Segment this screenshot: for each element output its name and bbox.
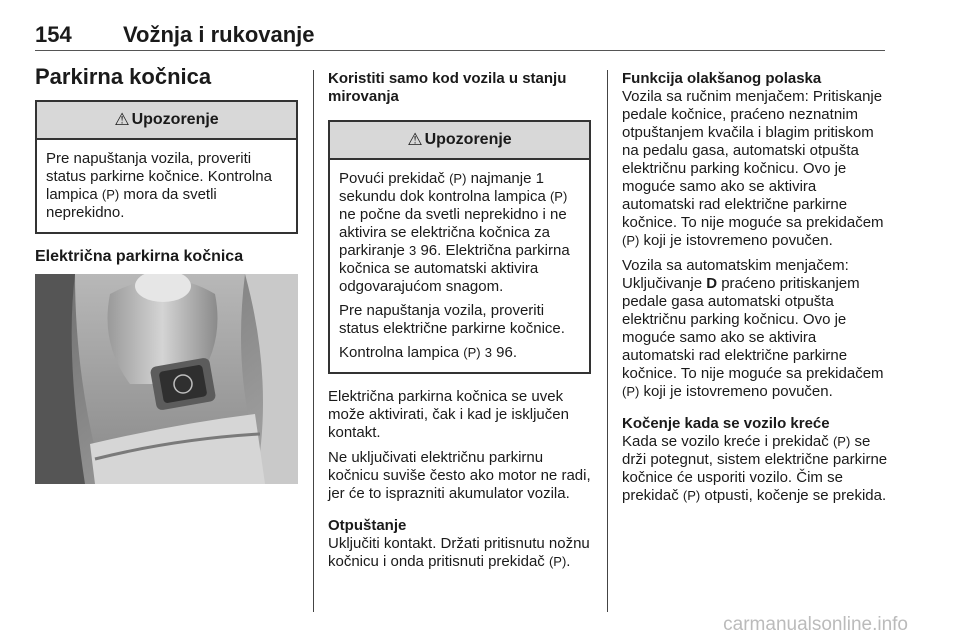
column-1: [35, 60, 298, 484]
subheading: Kočenje kada se vozilo kreće: [622, 415, 830, 432]
warning-text: Pre napuštanja vozila, proveriti status električne parkirne kočnice.: [339, 302, 565, 337]
page-header: [35, 22, 885, 52]
column-3: [622, 70, 892, 512]
subheading: Funkcija olakšanog polaska: [622, 70, 822, 87]
warning-text: Pre napuštanja vozila, proveriti status parkirne kočnice. Kontrolna lampica (P) mora da svetli neprekidno.: [46, 150, 272, 221]
paragraph: Kada se vozilo kreće i prekidač (P) se drži potegnut, sistem električne parkirne kočnice će usporiti vozilo. Čim se prekidač (P) otpusti, kočenje se prekida.: [622, 433, 888, 504]
page-number: 154: [35, 22, 72, 47]
warning-box: [328, 120, 591, 374]
page-ref-icon: 3: [409, 243, 417, 258]
paragraph: Električna parkirna kočnica se uvek može aktivirati, čak i kad je isključen kontakt.: [328, 388, 569, 441]
paragraph: Vozila sa ručnim menjačem: Pritiskanje pedale kočnice, praćeno neznatnim otpuštanjem kvačila i blagim pritiskom na pedalu gasa, automatski otpušta električnu parking kočnicu. Ovo je moguće samo ako se aktivira automatski rad električne parkirne kočnice. To nije moguće sa prekidačem (P) koji je istovremeno povučen.: [622, 88, 884, 249]
parking-brake-switch-photo: [35, 274, 298, 484]
parking-brake-icon: (P): [101, 187, 120, 202]
column-divider: [607, 70, 608, 612]
header-rule: [35, 50, 885, 51]
warning-header: [330, 122, 589, 160]
page-ref-icon: 3: [484, 345, 492, 360]
subheading: Električna parkirna kočnica: [35, 248, 244, 265]
parking-brake-icon: (P): [622, 384, 640, 399]
parking-brake-icon: (P): [449, 171, 467, 186]
paragraph: Vozila sa automatskim menjačem: Uključivanje D praćeno pritiskanjem pedale gasa automatski otpušta električnu parking kočnicu. Ovo je moguće samo ako se aktivira automatski rad električne parkirne kočnice. To nije moguće sa prekidačem (P) koji je istovremeno povučen.: [622, 257, 884, 400]
warning-box: [35, 100, 298, 234]
warning-text: Kontrolna lampica (P) 3 96.: [339, 344, 518, 361]
parking-brake-icon: (P): [682, 488, 701, 503]
warning-header: [37, 102, 296, 140]
column-divider: [313, 70, 314, 612]
warning-icon: ⚠: [407, 130, 423, 149]
chapter-title: Vožnja i rukovanje: [123, 22, 315, 47]
heading: Koristiti samo kod vozila u stanju mirovanja: [328, 70, 567, 105]
warning-text: Povući prekidač (P) najmanje 1 sekundu dok kontrolna lampica (P) ne počne da svetli neprekidno i ne aktivira se električna kočnica za parkiranje 3 96. Električna parkirna kočnica se automatski aktivira odgovarajućom snagom.: [339, 170, 570, 295]
parking-brake-icon: (P): [463, 345, 481, 360]
warning-icon: ⚠: [114, 110, 130, 129]
paragraph: Uključiti kontakt. Držati pritisnutu nožnu kočnicu i onda pritisnuti prekidač (P).: [328, 535, 590, 570]
gear-d-label: D: [706, 275, 718, 292]
warning-title: Upozorenje: [131, 111, 219, 128]
parking-brake-icon: (P): [622, 233, 640, 248]
subheading: Otpuštanje: [328, 517, 407, 534]
parking-brake-icon: (P): [549, 189, 568, 204]
warning-title: Upozorenje: [424, 131, 512, 148]
warning-body: [330, 160, 589, 372]
section-title: Parkirna kočnica: [35, 64, 212, 89]
parking-brake-icon: (P): [548, 554, 567, 569]
column-2: [328, 70, 591, 578]
paragraph: Ne uključivati električnu parkirnu kočnicu suviše često ako motor ne radi, jer će to isprazniti akumulator vozila.: [328, 449, 591, 502]
parking-brake-icon: (P): [832, 434, 851, 449]
watermark: carmanualsonline.info: [723, 614, 908, 635]
warning-body: [37, 140, 296, 232]
